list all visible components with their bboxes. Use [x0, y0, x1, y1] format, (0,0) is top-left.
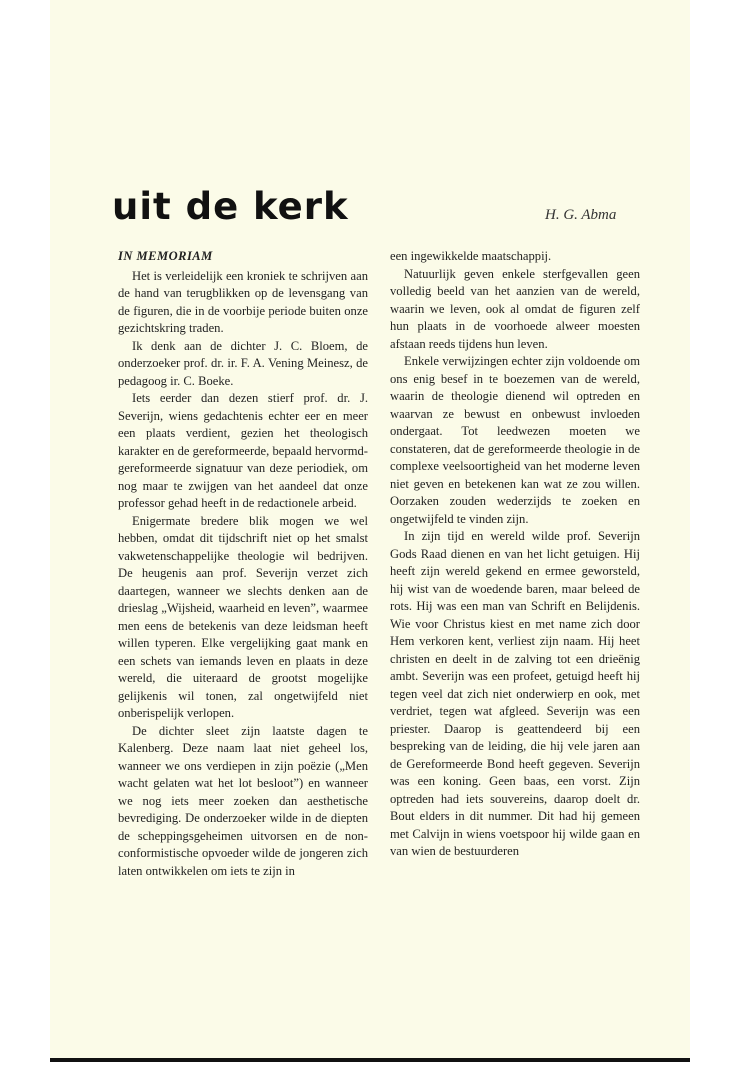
paragraph: Iets eerder dan dezen stierf prof. dr. J. Severijn, wiens gedachtenis echter eer en meer een plaats verdient, gezien het theologisch karakter en de gereformeerde, bepaald hervormd-gereformeerde signatuur van deze periodiek, om nog maar te zwijgen van het aandeel dat onze professor gehad heeft in de redactionele arbeid.	[118, 391, 368, 510]
subheading: IN MEMORIAM	[118, 249, 213, 263]
bottom-rule	[50, 1058, 690, 1062]
section-title: uit de kerk	[112, 185, 349, 228]
paragraph: De dichter sleet zijn laatste dagen te Kalenberg. Deze naam laat niet geheel los, wanneer we ons verdiepen in zijn poëzie („Men wacht gelaten wat het lot besloot”) en wanneer we nog iets meer zoeken dan aesthetische bevrediging. De onderzoeker wilde in de diepten de scheppingsgeheimen uitvorsen en de non-conformistische opvoeder wilde de jongeren zich laten ontwikkelen om iets te zijn in	[118, 723, 368, 878]
paragraph: Het is verleidelijk een kroniek te schrijven aan de hand van terugblikken op de levensgang van de figuren, die in de voorbije periode buiten onze gezichtskring traden.	[118, 268, 368, 335]
paragraph: Enigermate bredere blik mogen we wel hebben, omdat dit tijdschrift niet op het smalst vakwetenschappelijke theologie wil bedrijven. De heugenis aan prof. Severijn verzet zich daartegen, wanneer we slechts denken aan de drieslag „Wijsheid, waarheid en leven”, waarmee men eens de betekenis van deze leidsman heeft willen typeren. Elke vergelijking gaat mank en een schets van iemands leven en plaats in deze wereld, die uiteraard de grootst mogelijke gelijkenis wil tonen, zal ongetwijfeld niet onberispelijk verlopen.	[118, 513, 368, 720]
paragraph: Natuurlijk geven enkele sterfgevallen geen volledig beeld van het aanzien van de wereld, waarin we leven, ook al omdat de figuren zelf hun plaats in de voorhoede alweer moesten afstaan reeds tijdens hun leven.	[390, 266, 640, 351]
author-name: H. G. Abma	[545, 207, 617, 223]
paragraph: In zijn tijd en wereld wilde prof. Severijn Gods Raad dienen en van het licht getuigen. Hij heeft zijn wereld gekend en ermee geworsteld, hij wist van de woedende baren, maar beleed de rots. Hij was een man van Schrift en Belijdenis. Wie voor Christus kiest en met name zich door Hem verkoren kent, verliest zijn naam. Hij heet christen en deelt in de zalving tot een drieënig ambt. Severijn was een profeet, getuigd heeft hij tegen veel dat zich niet onderwierp en ook, met verdriet, tegen wat afgleed. Severijn was een priester. Daarop is geattendeerd bij een bespreking van de leiding, die hij vele jaren aan de Gereformeerde Bond heeft gegeven. Severijn was een koning. Geen baas, een vorst. Zijn optreden had iets souvereins, daarop doelt dr. Bout elders in dit nummer. Dit had hij gemeen met Calvijn in wiens voetspoor hij wilde gaan en van wien de bestuurderen	[390, 529, 640, 858]
right-column	[390, 248, 640, 861]
left-column	[118, 248, 368, 880]
paragraph: Ik denk aan de dichter J. C. Bloem, de onderzoeker prof. dr. ir. F. A. Vening Meinesz, de pedagoog ir. C. Boeke.	[118, 338, 368, 388]
paragraph: Enkele verwijzingen echter zijn voldoende om ons enig besef in te boezemen van de wereld, waarin de theologie dienend wil optreden en waarvan ze bewust en onbewust invloeden ondergaat. Tot leedwezen moeten we constateren, dat de gereformeerde theologie in de complexe veelsoortigheid van het moderne leven niet geven en betekenen kan wat ze zou willen. Oorzaken zouden wederzijds te zoeken en ongetwijfeld te vinden zijn.	[390, 354, 640, 526]
paragraph-continuation: een ingewikkelde maatschappij.	[390, 249, 552, 263]
